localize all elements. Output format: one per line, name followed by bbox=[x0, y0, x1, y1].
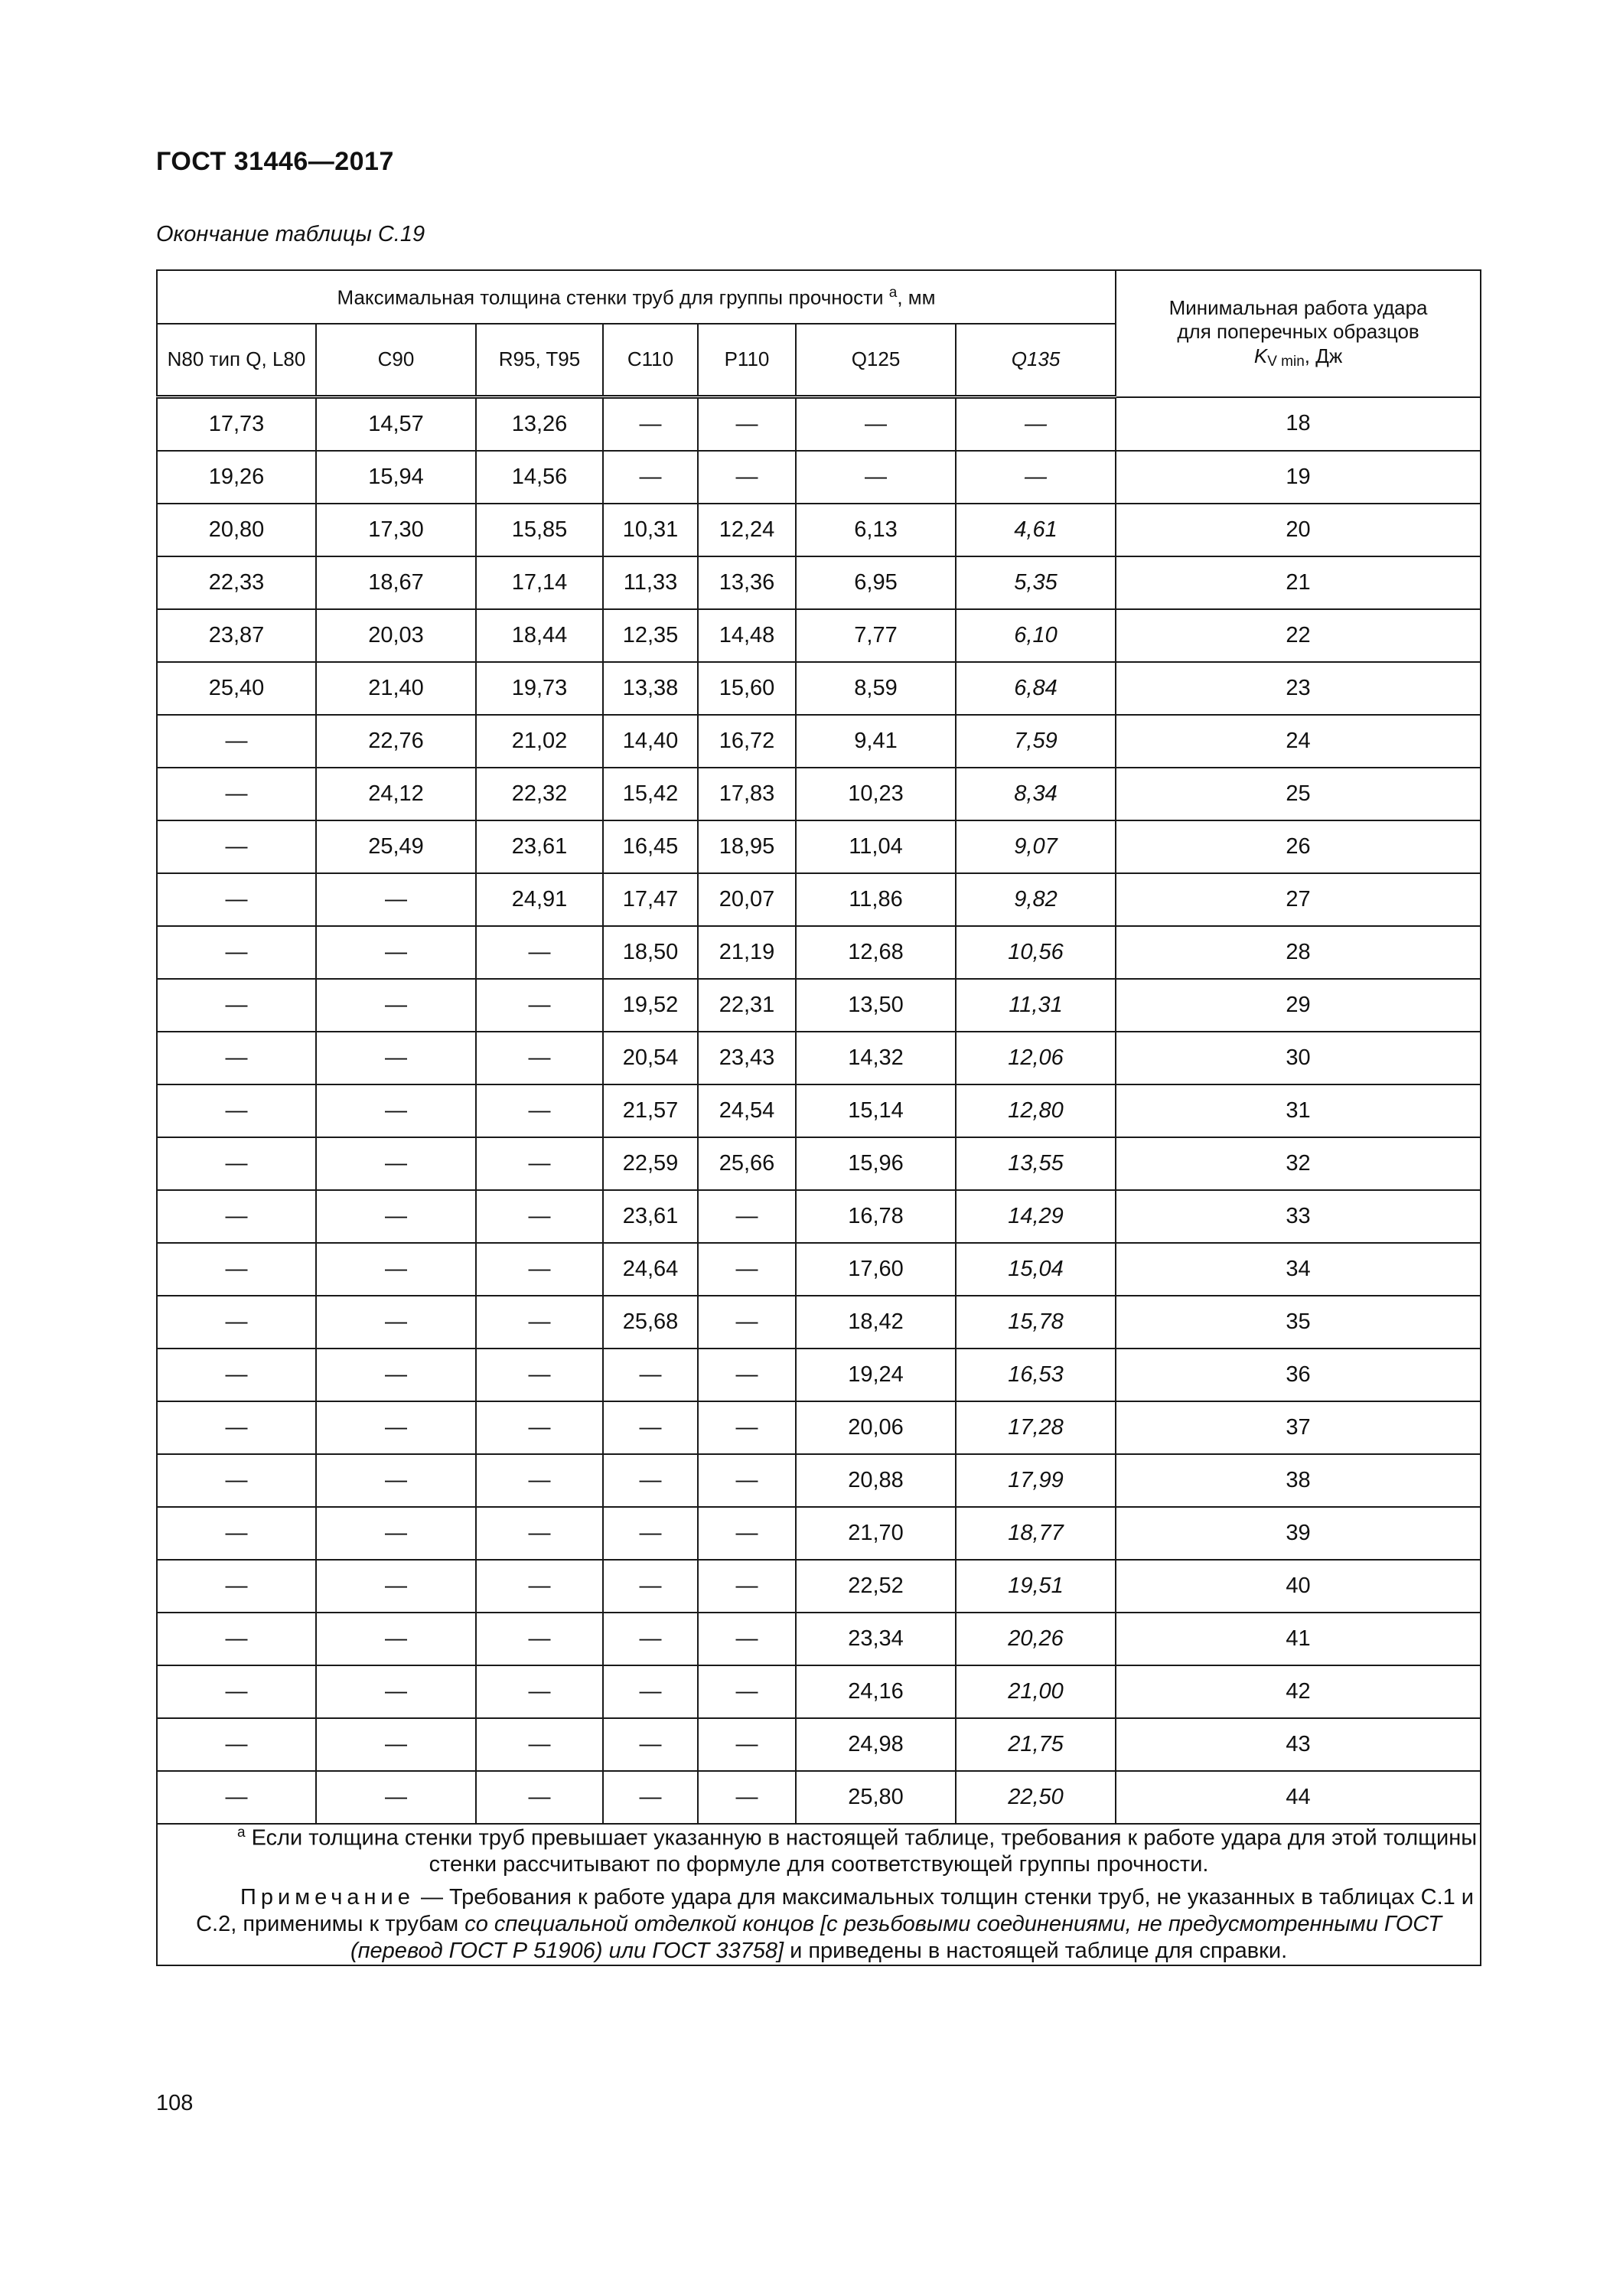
table-row bbox=[157, 926, 1481, 979]
thickness-cell: 18,67 bbox=[316, 556, 476, 609]
thickness-cell: 15,60 bbox=[698, 662, 796, 715]
thickness-cell: 8,59 bbox=[796, 662, 956, 715]
thickness-cell: — bbox=[603, 1401, 698, 1454]
impact-value-cell: 29 bbox=[1116, 979, 1481, 1032]
thickness-cell: 25,66 bbox=[698, 1137, 796, 1190]
column-header: N80 тип Q, L80 bbox=[157, 324, 316, 397]
thickness-cell: 24,64 bbox=[603, 1243, 698, 1296]
thickness-cell: 12,24 bbox=[698, 504, 796, 556]
group-header: Максимальная толщина стенки труб для группы прочности $^а$, мм bbox=[157, 270, 1116, 324]
thickness-cell: — bbox=[698, 1560, 796, 1613]
thickness-cell: — bbox=[157, 1243, 316, 1296]
thickness-cell: — bbox=[316, 873, 476, 926]
impact-value-cell: 32 bbox=[1116, 1137, 1481, 1190]
thickness-cell: 5,35 bbox=[956, 556, 1116, 609]
thickness-cell: — bbox=[698, 1296, 796, 1349]
thickness-cell: 13,36 bbox=[698, 556, 796, 609]
thickness-cell: — bbox=[476, 1084, 603, 1137]
thickness-cell: 24,12 bbox=[316, 768, 476, 820]
thickness-cell: — bbox=[956, 397, 1116, 452]
thickness-cell: 22,76 bbox=[316, 715, 476, 768]
thickness-cell: 20,03 bbox=[316, 609, 476, 662]
thickness-cell: — bbox=[476, 1401, 603, 1454]
thickness-cell: 15,96 bbox=[796, 1137, 956, 1190]
thickness-cell: — bbox=[796, 397, 956, 452]
thickness-cell: 10,23 bbox=[796, 768, 956, 820]
thickness-cell: — bbox=[316, 1560, 476, 1613]
table-row bbox=[157, 1401, 1481, 1454]
thickness-cell: 21,00 bbox=[956, 1665, 1116, 1718]
thickness-cell: 7,77 bbox=[796, 609, 956, 662]
thickness-cell: — bbox=[603, 1349, 698, 1401]
thickness-cell: 6,10 bbox=[956, 609, 1116, 662]
thickness-cell: — bbox=[698, 397, 796, 452]
thickness-cell: — bbox=[476, 1454, 603, 1507]
thickness-cell: 19,24 bbox=[796, 1349, 956, 1401]
thickness-cell: 24,16 bbox=[796, 1665, 956, 1718]
thickness-cell: — bbox=[698, 1613, 796, 1665]
thickness-cell: 21,19 bbox=[698, 926, 796, 979]
thickness-cell: 11,31 bbox=[956, 979, 1116, 1032]
thickness-cell: 22,59 bbox=[603, 1137, 698, 1190]
thickness-cell: 14,56 bbox=[476, 451, 603, 504]
thickness-cell: — bbox=[476, 1507, 603, 1560]
table-row bbox=[157, 1243, 1481, 1296]
thickness-cell: 19,26 bbox=[157, 451, 316, 504]
table-row bbox=[157, 662, 1481, 715]
thickness-cell: — bbox=[603, 1718, 698, 1771]
table-row bbox=[157, 768, 1481, 820]
table-row bbox=[157, 1032, 1481, 1084]
thickness-cell: — bbox=[157, 1401, 316, 1454]
thickness-cell: — bbox=[157, 768, 316, 820]
thickness-cell: — bbox=[956, 451, 1116, 504]
table-row bbox=[157, 1560, 1481, 1613]
thickness-cell: — bbox=[157, 715, 316, 768]
thickness-cell: 17,28 bbox=[956, 1401, 1116, 1454]
thickness-cell: 17,83 bbox=[698, 768, 796, 820]
thickness-cell: 25,80 bbox=[796, 1771, 956, 1824]
thickness-cell: — bbox=[316, 1507, 476, 1560]
thickness-cell: — bbox=[476, 1032, 603, 1084]
thickness-cell: — bbox=[476, 1718, 603, 1771]
thickness-cell: — bbox=[157, 1084, 316, 1137]
thickness-cell: 24,54 bbox=[698, 1084, 796, 1137]
thickness-cell: 9,07 bbox=[956, 820, 1116, 873]
thickness-cell: — bbox=[603, 1507, 698, 1560]
thickness-cell: — bbox=[157, 979, 316, 1032]
thickness-cell: 18,42 bbox=[796, 1296, 956, 1349]
thickness-cell: 15,85 bbox=[476, 504, 603, 556]
thickness-cell: 18,95 bbox=[698, 820, 796, 873]
thickness-cell: — bbox=[157, 820, 316, 873]
thickness-cell: 13,50 bbox=[796, 979, 956, 1032]
thickness-cell: 16,78 bbox=[796, 1190, 956, 1243]
thickness-cell: — bbox=[157, 1296, 316, 1349]
column-header: Q125 bbox=[796, 324, 956, 397]
thickness-cell: 20,26 bbox=[956, 1613, 1116, 1665]
thickness-cell: — bbox=[316, 1613, 476, 1665]
footnote: $^а$ Если толщина стенки труб превышает указанную в настоящей таблице, требования к работе удара для этой толщины стенки рассчитывают по формуле для соответствующей группы прочности. bbox=[236, 1825, 1478, 1877]
thickness-cell: — bbox=[316, 1243, 476, 1296]
thickness-cell: 15,94 bbox=[316, 451, 476, 504]
thickness-cell: — bbox=[316, 1137, 476, 1190]
column-header: R95, T95 bbox=[476, 324, 603, 397]
thickness-cell: — bbox=[157, 1349, 316, 1401]
impact-value-cell: 28 bbox=[1116, 926, 1481, 979]
table-row bbox=[157, 1771, 1481, 1824]
notes-cell bbox=[157, 1824, 1481, 1965]
thickness-cell: — bbox=[316, 1401, 476, 1454]
thickness-cell: 18,44 bbox=[476, 609, 603, 662]
impact-value-cell: 27 bbox=[1116, 873, 1481, 926]
table-row bbox=[157, 715, 1481, 768]
thickness-cell: — bbox=[316, 1771, 476, 1824]
thickness-cell: — bbox=[698, 1665, 796, 1718]
thickness-cell: 23,43 bbox=[698, 1032, 796, 1084]
thickness-cell: 24,98 bbox=[796, 1718, 956, 1771]
table-row bbox=[157, 397, 1481, 452]
impact-value-cell: 30 bbox=[1116, 1032, 1481, 1084]
note-label: Примечание bbox=[240, 1885, 415, 1910]
thickness-cell: 23,61 bbox=[476, 820, 603, 873]
thickness-cell: 17,14 bbox=[476, 556, 603, 609]
impact-value-cell: 38 bbox=[1116, 1454, 1481, 1507]
thickness-cell: — bbox=[157, 1560, 316, 1613]
thickness-cell: 20,54 bbox=[603, 1032, 698, 1084]
thickness-cell: — bbox=[476, 1613, 603, 1665]
thickness-cell: — bbox=[476, 1137, 603, 1190]
thickness-cell: 14,40 bbox=[603, 715, 698, 768]
thickness-cell: — bbox=[316, 979, 476, 1032]
thickness-cell: 25,49 bbox=[316, 820, 476, 873]
table-row bbox=[157, 609, 1481, 662]
table-row bbox=[157, 1613, 1481, 1665]
note: Примечание — Требования к работе удара для максимальных толщин стенки труб, не указанных в таблицах С.1 и С.2, применимы к трубам со специальной отделкой концов [с резьбовыми соединениями, не предусмотренными ГОСТ (перевод ГОСТ Р 51906) или ГОСТ 33758] и приведены в настоящей таблице для справки. bbox=[196, 1885, 1475, 1963]
table-row bbox=[157, 1718, 1481, 1771]
column-header: С110 bbox=[603, 324, 698, 397]
impact-value-cell: 20 bbox=[1116, 504, 1481, 556]
thickness-cell: — bbox=[157, 1507, 316, 1560]
thickness-cell: 9,41 bbox=[796, 715, 956, 768]
thickness-cell: — bbox=[476, 979, 603, 1032]
table-row bbox=[157, 451, 1481, 504]
column-header: Q135 bbox=[956, 324, 1116, 397]
thickness-cell: 11,86 bbox=[796, 873, 956, 926]
thickness-cell: 8,34 bbox=[956, 768, 1116, 820]
table-row bbox=[157, 1190, 1481, 1243]
impact-value-cell: 25 bbox=[1116, 768, 1481, 820]
impact-value-cell: 36 bbox=[1116, 1349, 1481, 1401]
table-row bbox=[157, 1084, 1481, 1137]
thickness-cell: 17,60 bbox=[796, 1243, 956, 1296]
thickness-cell: — bbox=[698, 1349, 796, 1401]
thickness-cell: 23,87 bbox=[157, 609, 316, 662]
thickness-cell: 22,52 bbox=[796, 1560, 956, 1613]
table-row bbox=[157, 873, 1481, 926]
thickness-cell: 21,57 bbox=[603, 1084, 698, 1137]
thickness-cell: — bbox=[698, 1401, 796, 1454]
thickness-cell: — bbox=[316, 1190, 476, 1243]
impact-value-cell: 35 bbox=[1116, 1296, 1481, 1349]
impact-value-cell: 23 bbox=[1116, 662, 1481, 715]
thickness-cell: — bbox=[157, 1771, 316, 1824]
thickness-cell: — bbox=[316, 1349, 476, 1401]
impact-value-cell: 24 bbox=[1116, 715, 1481, 768]
thickness-cell: 17,73 bbox=[157, 397, 316, 452]
thickness-cell: 13,26 bbox=[476, 397, 603, 452]
table-row bbox=[157, 820, 1481, 873]
thickness-cell: — bbox=[476, 1296, 603, 1349]
thickness-cell: — bbox=[157, 1190, 316, 1243]
thickness-cell: — bbox=[316, 1718, 476, 1771]
impact-value-cell: 37 bbox=[1116, 1401, 1481, 1454]
thickness-cell: — bbox=[698, 1718, 796, 1771]
thickness-cell: — bbox=[316, 926, 476, 979]
thickness-cell: 15,42 bbox=[603, 768, 698, 820]
thickness-cell: 20,88 bbox=[796, 1454, 956, 1507]
thickness-cell: — bbox=[316, 1296, 476, 1349]
thickness-cell: 22,33 bbox=[157, 556, 316, 609]
thickness-cell: — bbox=[157, 1032, 316, 1084]
thickness-cell: 23,61 bbox=[603, 1190, 698, 1243]
thickness-cell: 6,13 bbox=[796, 504, 956, 556]
thickness-cell: 21,02 bbox=[476, 715, 603, 768]
thickness-cell: — bbox=[476, 1560, 603, 1613]
thickness-cell: 14,48 bbox=[698, 609, 796, 662]
footnote-marker: а bbox=[888, 284, 898, 301]
thickness-cell: 25,68 bbox=[603, 1296, 698, 1349]
thickness-cell: — bbox=[698, 1507, 796, 1560]
table-row bbox=[157, 979, 1481, 1032]
thickness-cell: 14,32 bbox=[796, 1032, 956, 1084]
thickness-cell: 11,04 bbox=[796, 820, 956, 873]
thickness-cell: 22,31 bbox=[698, 979, 796, 1032]
thickness-cell: 17,30 bbox=[316, 504, 476, 556]
thickness-cell: — bbox=[157, 1454, 316, 1507]
thickness-cell: 22,32 bbox=[476, 768, 603, 820]
document-title: ГОСТ 31446—2017 bbox=[156, 147, 394, 176]
impact-value-cell: 31 bbox=[1116, 1084, 1481, 1137]
thickness-cell: 13,55 bbox=[956, 1137, 1116, 1190]
impact-value-cell: 21 bbox=[1116, 556, 1481, 609]
thickness-cell: — bbox=[603, 1771, 698, 1824]
thickness-cell: 20,07 bbox=[698, 873, 796, 926]
thickness-cell: — bbox=[603, 1560, 698, 1613]
impact-header: Минимальная работа удара для поперечных образцов KV min, Дж bbox=[1116, 270, 1481, 397]
table-row bbox=[157, 1137, 1481, 1190]
thickness-cell: 23,34 bbox=[796, 1613, 956, 1665]
impact-value-cell: 33 bbox=[1116, 1190, 1481, 1243]
thickness-cell: — bbox=[603, 397, 698, 452]
thickness-cell: 21,75 bbox=[956, 1718, 1116, 1771]
thickness-cell: — bbox=[603, 1665, 698, 1718]
thickness-cell: — bbox=[316, 1084, 476, 1137]
table-row bbox=[157, 504, 1481, 556]
thickness-cell: — bbox=[157, 1613, 316, 1665]
thickness-cell: 20,80 bbox=[157, 504, 316, 556]
column-header: С90 bbox=[316, 324, 476, 397]
thickness-cell: 25,40 bbox=[157, 662, 316, 715]
thickness-cell: 16,53 bbox=[956, 1349, 1116, 1401]
thickness-cell: — bbox=[476, 1349, 603, 1401]
thickness-cell: 10,31 bbox=[603, 504, 698, 556]
thickness-cell: 15,04 bbox=[956, 1243, 1116, 1296]
thickness-cell: 18,50 bbox=[603, 926, 698, 979]
thickness-cell: 17,99 bbox=[956, 1454, 1116, 1507]
thickness-cell: 21,70 bbox=[796, 1507, 956, 1560]
thickness-cell: — bbox=[698, 1454, 796, 1507]
impact-value-cell: 43 bbox=[1116, 1718, 1481, 1771]
thickness-cell: 21,40 bbox=[316, 662, 476, 715]
thickness-cell: — bbox=[476, 1190, 603, 1243]
thickness-cell: 19,73 bbox=[476, 662, 603, 715]
table-row bbox=[157, 1454, 1481, 1507]
thickness-cell: — bbox=[796, 451, 956, 504]
thickness-cell: — bbox=[698, 1243, 796, 1296]
thickness-cell: 15,14 bbox=[796, 1084, 956, 1137]
table-row bbox=[157, 1296, 1481, 1349]
thickness-cell: 14,57 bbox=[316, 397, 476, 452]
thickness-cell: 19,52 bbox=[603, 979, 698, 1032]
impact-value-cell: 41 bbox=[1116, 1613, 1481, 1665]
impact-value-cell: 26 bbox=[1116, 820, 1481, 873]
thickness-cell: — bbox=[157, 1718, 316, 1771]
thickness-cell: 13,38 bbox=[603, 662, 698, 715]
thickness-cell: 24,91 bbox=[476, 873, 603, 926]
thickness-cell: — bbox=[157, 1137, 316, 1190]
table-caption: Окончание таблицы С.19 bbox=[156, 222, 425, 246]
thickness-cell: 6,95 bbox=[796, 556, 956, 609]
column-header: Р110 bbox=[698, 324, 796, 397]
thickness-cell: 11,33 bbox=[603, 556, 698, 609]
thickness-cell: — bbox=[698, 1190, 796, 1243]
table-row bbox=[157, 1665, 1481, 1718]
thickness-cell: — bbox=[476, 926, 603, 979]
thickness-cell: — bbox=[157, 926, 316, 979]
thickness-cell: 14,29 bbox=[956, 1190, 1116, 1243]
thickness-cell: 6,84 bbox=[956, 662, 1116, 715]
impact-value-cell: 39 bbox=[1116, 1507, 1481, 1560]
table-row bbox=[157, 1507, 1481, 1560]
table-row bbox=[157, 556, 1481, 609]
impact-value-cell: 19 bbox=[1116, 451, 1481, 504]
thickness-cell: — bbox=[316, 1454, 476, 1507]
thickness-cell: — bbox=[476, 1665, 603, 1718]
thickness-cell: 4,61 bbox=[956, 504, 1116, 556]
thickness-cell: — bbox=[157, 873, 316, 926]
thickness-cell: 9,82 bbox=[956, 873, 1116, 926]
table-row bbox=[157, 1349, 1481, 1401]
thickness-cell: 12,68 bbox=[796, 926, 956, 979]
thickness-cell: — bbox=[698, 1771, 796, 1824]
impact-value-cell: 34 bbox=[1116, 1243, 1481, 1296]
thickness-cell: 17,47 bbox=[603, 873, 698, 926]
thickness-cell: — bbox=[698, 451, 796, 504]
page-number: 108 bbox=[156, 2091, 194, 2115]
thickness-cell: 16,72 bbox=[698, 715, 796, 768]
thickness-cell: 12,80 bbox=[956, 1084, 1116, 1137]
thickness-cell: 22,50 bbox=[956, 1771, 1116, 1824]
impact-value-cell: 42 bbox=[1116, 1665, 1481, 1718]
thickness-cell: 15,78 bbox=[956, 1296, 1116, 1349]
impact-value-cell: 44 bbox=[1116, 1771, 1481, 1824]
thickness-cell: 19,51 bbox=[956, 1560, 1116, 1613]
thickness-cell: 12,35 bbox=[603, 609, 698, 662]
thickness-cell: 7,59 bbox=[956, 715, 1116, 768]
thickness-cell: 16,45 bbox=[603, 820, 698, 873]
thickness-cell: — bbox=[157, 1665, 316, 1718]
impact-value-cell: 22 bbox=[1116, 609, 1481, 662]
thickness-cell: — bbox=[316, 1032, 476, 1084]
thickness-cell: — bbox=[476, 1243, 603, 1296]
impact-value-cell: 40 bbox=[1116, 1560, 1481, 1613]
thickness-cell: 20,06 bbox=[796, 1401, 956, 1454]
thickness-cell: — bbox=[476, 1771, 603, 1824]
thickness-cell: 12,06 bbox=[956, 1032, 1116, 1084]
thickness-cell: — bbox=[603, 1613, 698, 1665]
impact-value-cell: 18 bbox=[1116, 397, 1481, 452]
thickness-cell: — bbox=[603, 1454, 698, 1507]
thickness-cell: — bbox=[316, 1665, 476, 1718]
data-table bbox=[156, 269, 1481, 1966]
thickness-cell: 18,77 bbox=[956, 1507, 1116, 1560]
thickness-cell: — bbox=[603, 451, 698, 504]
thickness-cell: 10,56 bbox=[956, 926, 1116, 979]
